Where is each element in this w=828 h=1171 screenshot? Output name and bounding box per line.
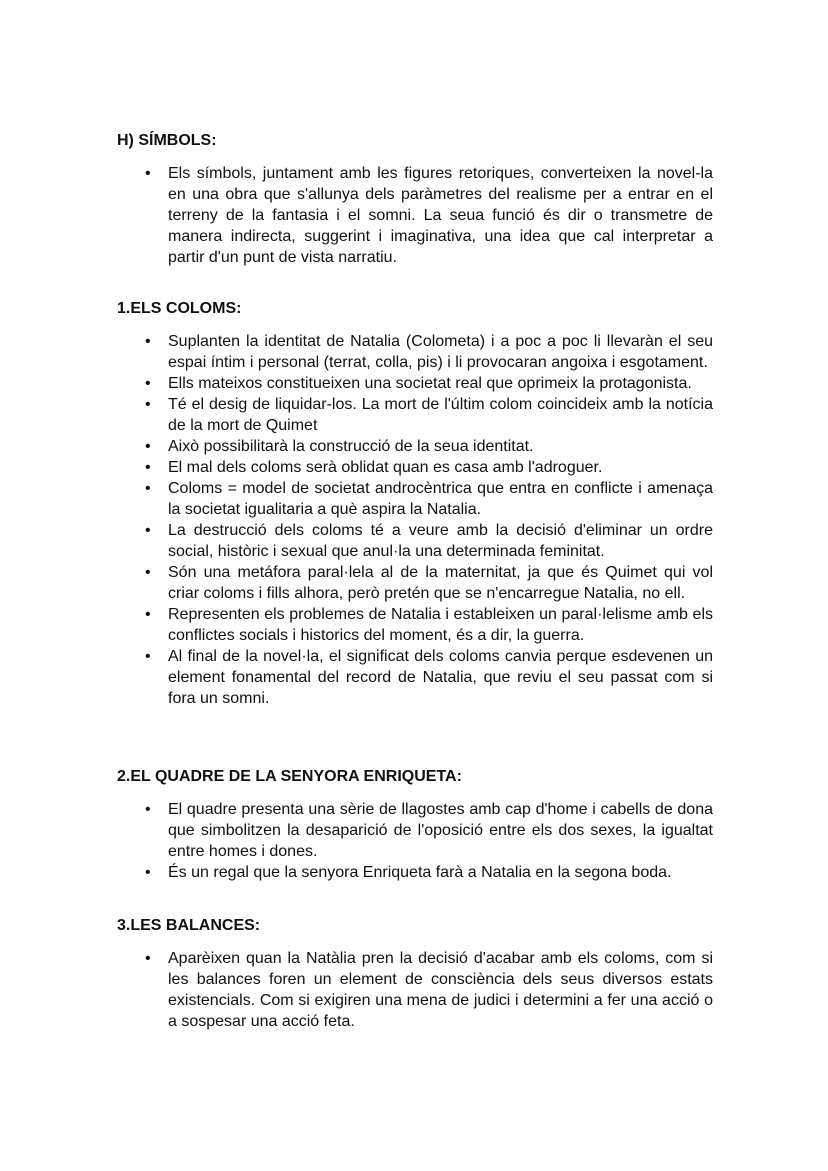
- bullet-icon: •: [145, 864, 151, 881]
- list-item: [117, 394, 713, 436]
- item-text: Suplanten la identitat de Natalia (Colometa) i a poc a poc li llevaràn el seu espai íntim i personal (terrat, colla, pis) i li provocaran angoixa i esgotament.: [168, 333, 713, 371]
- section-heading: 2.EL QUADRE DE LA SENYORA ENRIQUETA:: [117, 768, 462, 785]
- list-item: [117, 862, 713, 883]
- bullet-list: [117, 163, 713, 268]
- section-quadre: [117, 766, 713, 883]
- item-text: Al final de la novel·la, el significat dels coloms canvia perque esdevenen un element fonamental del record de Natalia, que reviu el seu passat com si fora un somni.: [168, 648, 713, 707]
- item-text: El mal dels coloms serà oblidat quan es casa amb l'adroguer.: [168, 459, 603, 476]
- bullet-icon: •: [145, 801, 151, 818]
- item-text: Coloms = model de societat androcèntrica que entra en conflicte i amenaça la societat igualitaria a què aspira la Natalia.: [168, 480, 713, 518]
- bullet-icon: •: [145, 950, 151, 967]
- bullet-icon: •: [145, 522, 151, 539]
- bullet-icon: •: [145, 606, 151, 623]
- item-text: Té el desig de liquidar-los. La mort de l'últim colom coincideix amb la notícia de la mort de Quimet: [168, 396, 713, 434]
- list-item: [117, 163, 713, 268]
- item-text: És un regal que la senyora Enriqueta farà a Natalia en la segona boda.: [168, 864, 672, 881]
- item-text: Això possibilitarà la construcció de la seua identitat.: [168, 438, 534, 455]
- list-item: [117, 520, 713, 562]
- bullet-list: [117, 331, 713, 709]
- item-text: Els símbols, juntament amb les figures retoriques, converteixen la novel-la en una obra que s'allunya dels paràmetres del realisme per a entrar en el terreny de la fantasia i el somni. La seua funció és dir o transmetre de manera indirecta, suggerint i imaginativa, una idea que cal interpretar a partir d'un punt de vista narratiu.: [168, 165, 713, 266]
- list-item: [117, 562, 713, 604]
- section-heading: 3.LES BALANCES:: [117, 917, 261, 934]
- list-item: [117, 331, 713, 373]
- item-text: El quadre presenta una sèrie de llagostes amb cap d'home i cabells de dona que simbolitzen la desaparició de l'oposició entre els dos sexes, la igualtat entre homes i dones.: [168, 801, 713, 860]
- list-item: [117, 604, 713, 646]
- bullet-icon: •: [145, 333, 151, 350]
- section-balances: [117, 915, 713, 1032]
- bullet-list: [117, 948, 713, 1032]
- bullet-icon: •: [145, 480, 151, 497]
- list-item: [117, 436, 713, 457]
- item-text: Representen els problemes de Natalia i estableixen un paral·lelisme amb els conflictes socials i historics del moment, és a dir, la guerra.: [168, 606, 713, 644]
- list-item: [117, 373, 713, 394]
- bullet-icon: •: [145, 165, 151, 182]
- list-item: [117, 457, 713, 478]
- item-text: La destrucció dels coloms té a veure amb la decisió d'eliminar un ordre social, històric i sexual que anul·la una determinada feminitat.: [168, 522, 713, 560]
- list-item: [117, 799, 713, 862]
- bullet-icon: •: [145, 396, 151, 413]
- bullet-icon: •: [145, 459, 151, 476]
- item-text: Són una metáfora paral·lela al de la maternitat, ja que és Quimet qui vol criar coloms i fills alhora, però pretén que se n'encarregue Natalia, no ell.: [168, 564, 713, 602]
- list-item: [117, 948, 713, 1032]
- list-item: [117, 478, 713, 520]
- item-text: Aparèixen quan la Natàlia pren la decisió d'acabar amb els coloms, com si les balances foren un element de consciència dels seus diversos estats existencials. Com si exigiren una mena de judici i determini a fer una acció o a sospesar una acció feta.: [168, 950, 713, 1030]
- bullet-icon: •: [145, 564, 151, 581]
- section-heading: H) SÍMBOLS:: [117, 132, 217, 149]
- list-item: [117, 646, 713, 709]
- section-simbols: [117, 130, 713, 268]
- bullet-icon: •: [145, 648, 151, 665]
- bullet-list: [117, 799, 713, 883]
- bullet-icon: •: [145, 438, 151, 455]
- section-coloms: [117, 298, 713, 709]
- section-heading: 1.ELS COLOMS:: [117, 300, 242, 317]
- item-text: Ells mateixos constitueixen una societat real que oprimeix la protagonista.: [168, 375, 692, 392]
- bullet-icon: •: [145, 375, 151, 392]
